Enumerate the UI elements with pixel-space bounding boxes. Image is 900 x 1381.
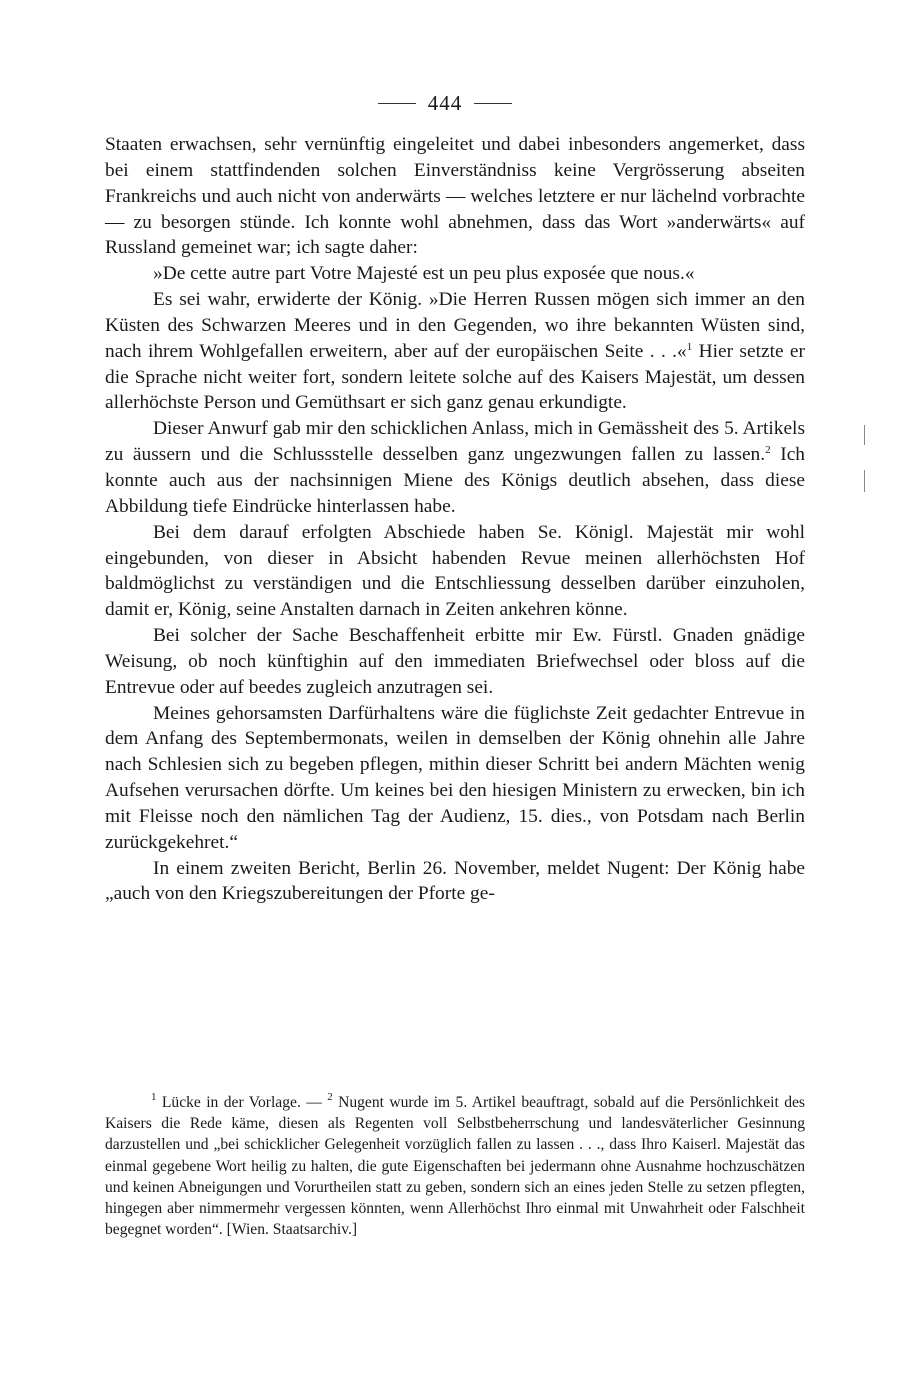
paragraph-8: In einem zweiten Bericht, Berlin 26. November, meldet Nugent: Der König habe „auch von den Kriegszubereitungen der Pforte ge- (105, 857, 805, 905)
margin-mark-upper (864, 425, 865, 445)
footnote-ref-2: 2 (765, 444, 771, 457)
paragraph-1: Staaten erwachsen, sehr vernünftig eingeleitet und dabei inbesonders angemerket, dass bei einem stattfindenden solchen Einverständniss keine Vergrösserung abseiten Frankreichs und auch nicht von anderwärts — welches letztere er nur lächelnd vorbrachte — zu besorgen stünde. Ich konnte wohl abnehmen, dass das Wort »anderwärts« auf Russland gemeinet war; ich sagte daher: (105, 134, 805, 259)
paragraph-3 (105, 287, 805, 416)
footnote-mark-2: 2 (327, 1091, 333, 1103)
paragraph-3-part-a: Es sei wahr, erwiderte der König. »Die Herren Russen mögen sich immer an den Küsten des Schwarzen Meeres und in den Gegenden, wo ihre bekannten Wüsten sind, nach ihrem Wohlgefallen erweitern, aber auf der europäischen Seite . . .« (105, 289, 805, 362)
paragraph-4 (105, 416, 805, 519)
document-page (105, 88, 806, 1239)
header-rule-right (474, 103, 512, 104)
page-header (85, 88, 805, 118)
footnote-mark-1: 1 (151, 1091, 157, 1103)
footnote-1-text: Lücke in der Vorlage. — (156, 1094, 328, 1111)
body-text (105, 132, 805, 907)
paragraph-3-part-b: Hier setzte er die Sprache nicht weiter fort, sondern leitete solche auf des Kaisers Majestät, um dessen allerhöchste Person und Gemüthsart er sich ganz genau erkundigte. (105, 340, 805, 414)
paragraph-7: Meines gehorsamsten Darfürhaltens wäre die füglichste Zeit gedachter Entrevue in dem Anfang des Septembermonats, weilen in demselben der König ohnehin alle Jahre nach Schlesien sich zu begeben pflegen, mithin dieser Schritt bei andern Mächten wenig Aufsehen verursachen dörfte. Um keines bei den hiesigen Ministern zu erwecken, bin ich mit Fleisse noch den nämlichen Tag der Audienz, 15. dies., von Potsdam nach Berlin zurückgekehret.“ (105, 702, 805, 853)
paragraph-5: Bei dem darauf erfolgten Abschiede haben Se. Königl. Majestät mir wohl eingebunden, von dieser in Absicht habenden Revue meinen allerhöchsten Hof baldmöglichst zu verständigen und die Entschliessung desselben darüber einzuholen, damit er, König, seine Anstalten darnach in Zeiten ankehren könne. (105, 521, 805, 621)
paragraph-2: »De cette autre part Votre Majesté est un peu plus exposée que nous.« (153, 263, 695, 285)
paragraph-4-part-b: Ich konnte auch aus der nachsinnigen Miene des Königs deutlich absehen, dass diese Abbildung tiefe Eindrücke hinterlassen habe. (105, 444, 806, 517)
footnote-block (105, 1092, 805, 1240)
paragraph-4-part-a: Dieser Anwurf gab mir den schicklichen Anlass, mich in Gemässheit des 5. Artikels zu äussern und die Schlussstelle desselben ganz ungezwungen fallen zu lassen. (105, 418, 805, 466)
paragraph-6: Bei solcher der Sache Beschaffenheit erbitte mir Ew. Fürstl. Gnaden gnädige Weisung, ob noch künftighin auf den immediaten Briefwechsel oder bloss auf die Entrevue oder auf beedes zugleich anzutragen sei. (105, 625, 805, 698)
footnotes (105, 1092, 805, 1240)
page-number: 444 (427, 90, 463, 115)
header-rule-left (378, 103, 416, 104)
footnote-ref-1: 1 (686, 340, 693, 353)
footnote-2-text: Nugent wurde im 5. Artikel beauftragt, sobald auf die Persönlichkeit des Kaisers die Rede käme, diesen als Regenten voll Selbstbeherrschung und landesväterlicher Gesinnung darzustellen und „bei schicklicher Gelegenheit vorzüglich fallen zu lassen . . ., dass Ihro Kaiserl. Majestät das einmal gegebene Wort heilig zu halten, die gute Eigenschaften bei jedermann ohne Ausnahme hochzuschätzen und keinen Abneigungen und Vorurtheilen statt zu geben, sondern sich an eines jeden Stelle zu setzen pflegten, hingegen aber nimmermehr vergessen könnten, wenn Allerhöchst Ihro einmal mit Unwahrheit oder Falschheit begegnet worden“. [Wien. Staatsarchiv.] (105, 1094, 805, 1239)
margin-mark-lower (864, 470, 865, 492)
